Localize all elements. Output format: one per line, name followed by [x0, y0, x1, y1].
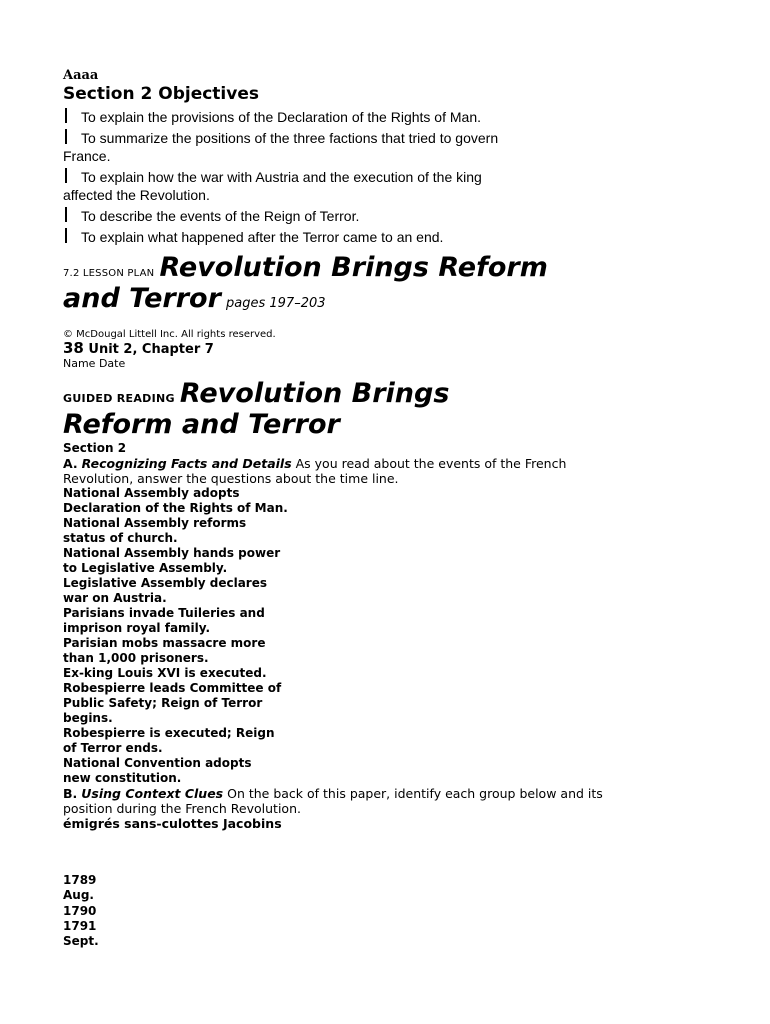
part-b-instructions: B. Using Context Clues On the back of this paper, identify each group below and its position during the French Revolution.: [63, 786, 603, 816]
guided-reading-title: [63, 378, 743, 440]
timeline-event-line: imprison royal family.: [63, 621, 211, 635]
timeline-event-line: war on Austria.: [63, 591, 167, 605]
section-label: Section 2: [63, 441, 127, 455]
timeline-event-line: of Terror ends.: [63, 741, 163, 755]
objective-item: To explain how the war with Austria and the execution of the king affected the Revolution.: [63, 169, 482, 203]
bullet-bar-icon: [65, 228, 67, 243]
objective-item: To summarize the positions of the three factions that tried to govern France.: [63, 130, 499, 164]
part-a-heading: Recognizing Facts and Details: [81, 456, 292, 471]
timeline-dates: [63, 873, 743, 949]
timeline-event-line: Ex-king Louis XVI is executed.: [63, 666, 267, 680]
copyright-notice: © McDougal Littell Inc. All rights reserved.: [63, 329, 276, 340]
header-mark: Aaaa: [63, 68, 99, 83]
bullet-bar-icon: [65, 207, 67, 222]
timeline-date: 1791: [63, 918, 97, 933]
timeline-event-line: Robespierre leads Committee of: [63, 681, 282, 695]
timeline-event-line: begins.: [63, 711, 113, 725]
unit-chapter: Unit 2, Chapter 7: [88, 342, 214, 357]
guided-title-line2: Reform and Terror: [63, 409, 340, 440]
timeline-event-line: status of church.: [63, 531, 178, 545]
timeline-events: [63, 486, 743, 786]
page-number: 38: [63, 339, 84, 357]
bullet-bar-icon: [65, 108, 67, 123]
timeline-event-line: Declaration of the Rights of Man.: [63, 501, 288, 515]
timeline-event-line: National Assembly adopts: [63, 486, 240, 500]
timeline-event-line: new constitution.: [63, 771, 182, 785]
timeline-event-line: to Legislative Assembly.: [63, 561, 228, 575]
timeline-event-line: National Convention adopts: [63, 756, 252, 770]
objective-item: To explain what happened after the Terror came to an end.: [63, 228, 743, 246]
timeline-event-line: Parisian mobs massacre more: [63, 636, 266, 650]
lesson-title-line2: and Terror: [63, 283, 221, 314]
timeline-event-line: Robespierre is executed; Reign: [63, 726, 275, 740]
part-b-letter: B.: [63, 786, 78, 801]
part-a-letter: A.: [63, 456, 78, 471]
guided-title-line1: Revolution Brings: [179, 378, 450, 409]
lesson-pages: pages 197–203: [226, 296, 326, 311]
faction-groups: émigrés sans-culottes Jacobins: [63, 816, 282, 831]
part-a-instructions: A. Recognizing Facts and Details As you read about the events of the French Revolution, answer the questions about the time line.: [63, 456, 567, 486]
section-objectives-title: Section 2 Objectives: [63, 84, 259, 104]
timeline-date: 1789: [63, 873, 97, 887]
name-date-line: Name Date: [63, 357, 126, 370]
bullet-bar-icon: [65, 168, 67, 183]
objectives-list: [63, 108, 743, 246]
guided-reading-label: GUIDED READING: [63, 392, 175, 405]
lesson-plan-title: [63, 252, 743, 314]
timeline-event-line: National Assembly reforms: [63, 516, 247, 530]
part-b-heading: Using Context Clues: [81, 786, 224, 801]
objective-item: To describe the events of the Reign of Terror.: [63, 207, 743, 225]
unit-line: [63, 341, 743, 357]
timeline-event-line: Legislative Assembly declares: [63, 576, 267, 590]
lesson-plan-label: 7.2 LESSON PLAN: [63, 268, 155, 279]
document-page: [63, 68, 743, 949]
lesson-title-line1: Revolution Brings Reform: [159, 252, 548, 283]
timeline-event-line: than 1,000 prisoners.: [63, 651, 209, 665]
timeline-date: 1790: [63, 903, 97, 918]
timeline-event-line: Public Safety; Reign of Terror: [63, 696, 263, 710]
timeline-date: Aug.: [63, 888, 94, 903]
timeline-event-line: National Assembly hands power: [63, 546, 281, 560]
timeline-event-line: Parisians invade Tuileries and: [63, 606, 265, 620]
timeline-date: Sept.: [63, 934, 99, 949]
objective-item: To explain the provisions of the Declaration of the Rights of Man.: [63, 108, 743, 126]
bullet-bar-icon: [65, 129, 67, 144]
